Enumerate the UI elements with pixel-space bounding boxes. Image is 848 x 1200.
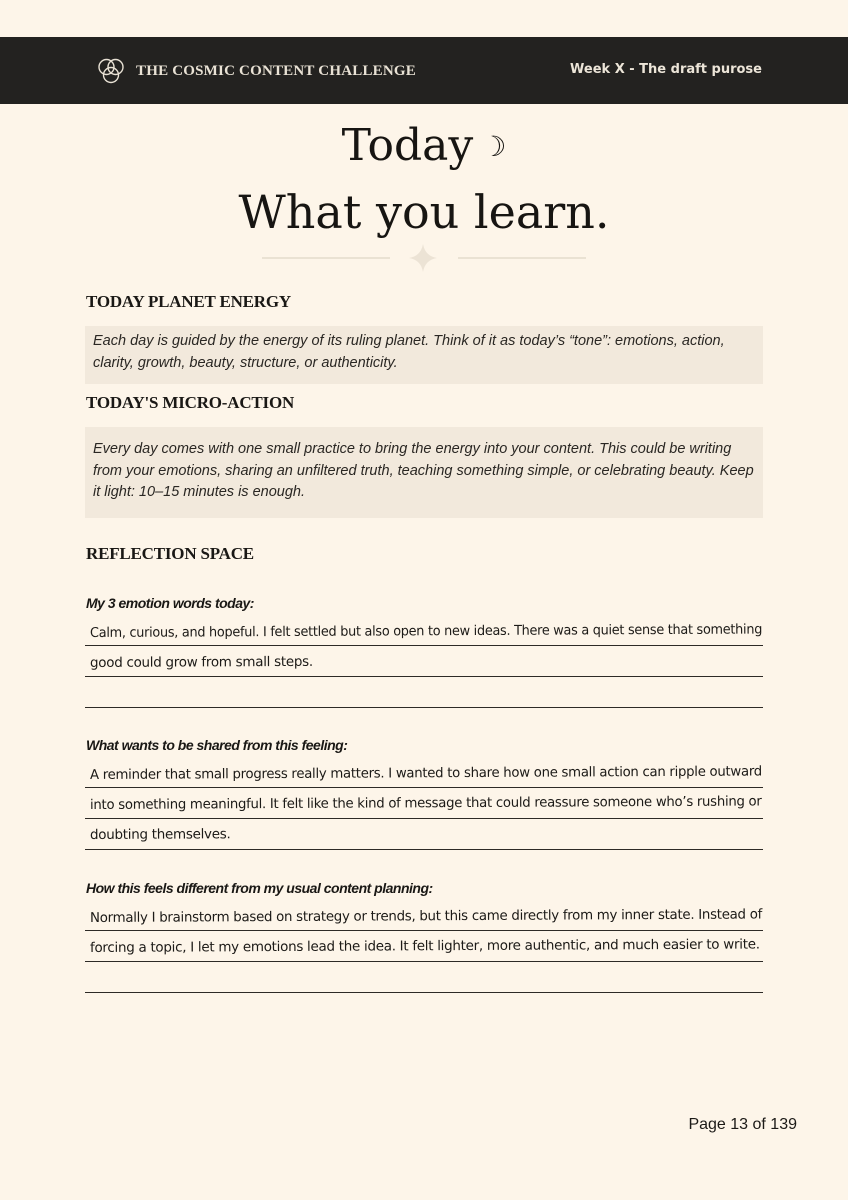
writing-line xyxy=(85,645,763,646)
planet-text-line: clarity, growth, beauty, structure, or authenticity. xyxy=(93,354,398,371)
answer-line[interactable]: into something meaningful. It felt like the kind of message that could reassure someone who’s rushing or xyxy=(89,793,762,813)
section-heading-micro-action: TODAY'S MICRO-ACTION xyxy=(86,393,295,412)
answer-line[interactable]: Calm, curious, and hopeful. I felt settled but also open to new ideas. There was a quiet sense that something xyxy=(89,621,763,641)
page-title-line2: What you learn. xyxy=(238,185,610,239)
micro-text-line: from your emotions, sharing an unfiltered truth, teaching something simple, or celebrating beauty. Keep xyxy=(93,462,754,479)
question-how-different: How this feels different from my usual content planning: xyxy=(86,880,433,896)
sparkle-icon xyxy=(409,244,437,272)
answer-line[interactable]: doubting themselves. xyxy=(89,826,231,843)
three-circles-icon xyxy=(96,57,126,85)
crescent-moon-icon: ☽ xyxy=(481,130,507,163)
answer-line[interactable]: good could grow from small steps. xyxy=(89,653,313,671)
micro-text-line: Every day comes with one small practice to bring the energy into your content. This could be writing xyxy=(93,441,732,457)
writing-line xyxy=(85,787,763,788)
writing-line xyxy=(85,818,763,819)
brand xyxy=(96,57,416,85)
writing-line xyxy=(85,992,763,993)
answer-line[interactable]: Normally I brainstorm based on strategy or trends, but this came directly from my inner state. Instead of xyxy=(89,906,763,926)
answer-line[interactable]: forcing a topic, I let my emotions lead the idea. It felt lighter, more authentic, and much easier to write. xyxy=(89,936,760,956)
planet-text-line: Each day is guided by the energy of its ruling planet. Think of it as today’s “tone”: emotions, action, xyxy=(93,333,725,349)
question-what-to-share: What wants to be shared from this feeling: xyxy=(86,737,348,753)
section-heading-planet: TODAY PLANET ENERGY xyxy=(86,292,291,311)
section-heading-reflection: REFLECTION SPACE xyxy=(86,544,254,563)
sparkle-divider xyxy=(262,244,586,277)
writing-line xyxy=(85,707,763,708)
page-title-line1: Today ☽ xyxy=(341,120,507,171)
answer-line[interactable]: A reminder that small progress really matters. I wanted to share how one small action can ripple outward xyxy=(89,763,762,783)
writing-line xyxy=(85,930,763,931)
question-emotion-words: My 3 emotion words today: xyxy=(86,595,254,611)
micro-text-line: it light: 10–15 minutes is enough. xyxy=(93,484,305,500)
page-number: Page 13 of 139 xyxy=(688,1116,797,1133)
week-label: Week X - The draft purose xyxy=(570,62,762,77)
header-bar xyxy=(0,37,848,104)
writing-line xyxy=(85,849,763,850)
planet-description-box xyxy=(85,326,763,384)
brand-title: THE COSMIC CONTENT CHALLENGE xyxy=(136,62,416,79)
writing-line xyxy=(85,676,763,677)
micro-action-box xyxy=(85,427,763,518)
writing-line xyxy=(85,961,763,962)
